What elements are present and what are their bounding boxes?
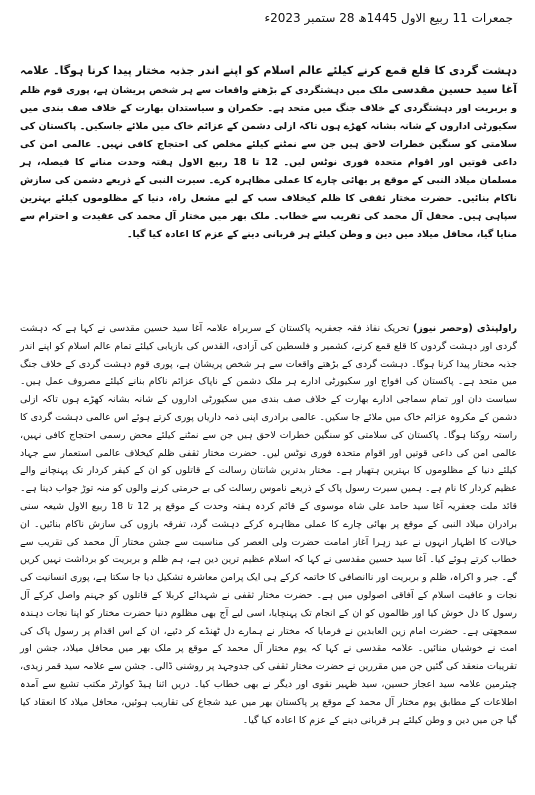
article-body bbox=[20, 320, 517, 729]
article-dateline: راولپنڈی (وحصر نیوز) bbox=[413, 323, 517, 334]
issue-dateline: جمعرات 11 ربیع الاول 1445ھ 28 ستمبر 2023ء bbox=[264, 11, 513, 25]
news-summary bbox=[20, 62, 517, 244]
headline: دہشت گردی کا قلع قمع کرنے کیلئے عالم اسلام کو اپنے اندر جذبہ مختار پیدا کرنا ہوگا۔ علامہ آغا سید حسین مقدسی bbox=[20, 64, 517, 96]
summary-text: ملک میں دہشتگردی کے بڑھتے واقعات سے ہر شخص پریشان ہے، پوری قوم ظلم و بربریت اور دہشتگردی کے خلاف جنگ میں متحد ہے۔ حکمران و سیاستدان بھارت کے خلاف صف بندی میں سکیورٹی اداروں کے شانہ بشانہ کھڑے ہوں تاکہ ازلی دشمن کے عزائم خاک میں ملائے جاسکیں۔ پاکستان کی سلامتی کو سنگین خطرات لاحق ہیں جن سے نمٹنے کیلئے مخلص کی احتجاج کافی نہیں۔ عالمی امن کی داعی قوتیں اور اقوام متحدہ فوری نوٹس لیں۔ 12 تا 18 ربیع الاول ہفتہ وحدت منانے کا فیصلہ، ہر مسلمان میلاد النبی کے موقع پر بھائی چارے کا عملی مظاہرہ کرے۔ سیرت النبی کے ذریعے دشمن کی سازش ناکام بنائیں۔ حضرت مختار ثقفی کا ظلم کیخلاف سب کے لیے مشعل راہ، دنیا کے مظلوموں کیلئے بہترین سپاہی ہیں۔ محفل آل محمد کی تقریب سے خطاب۔ ملک بھر میں مختار آل محمد کی عقیدت و احترام سے منایا گیا، محافل میلاد میں دین و وطن کیلئے ہر قربانی دینے کے عزم کا اعادہ کیا گیا۔ bbox=[20, 85, 518, 240]
article-text: تحریک نفاذ فقہ جعفریہ پاکستان کے سربراہ علامہ آغا سید حسین مقدسی نے کہا ہے کہ دہشت گردی اور دہشت گردوں کا قلع قمع کرنے، کشمیر و فلسطین کی آزادی، القدس کی بازیابی کیلئے تمام عالم اسلام کو اپنے اندر جذبہ مختار پیدا کرنا ہوگا۔ دہشت گردی کے بڑھتے واقعات سے ہر شخص پریشان ہے، پوری قوم دہشت گردی کے خلاف جنگ میں متحد ہے۔ پاکستان کی افواج اور سکیورٹی ادارے ہر ملک دشمن کے ناپاک عزائم ناکام بنانے کیلئے مصروف عمل ہیں۔ سیاست دان اور تمام سماجی ادارے بھارت کے خلاف صف بندی میں سکیورٹی اداروں کے شانہ بشانہ کھڑے ہوں تاکہ ازلی دشمن کے مکروہ عزائم خاک میں ملائے جا سکیں۔ عالمی برادری اپنی ذمہ داریاں پوری کرتے ہوئے اس عالمی دہشت گردی کا راستہ روکنا ہوگا۔ پاکستان کی سلامتی کو سنگین خطرات لاحق ہیں جن سے نمٹنے کیلئے محض رسمی احتجاج کافی نہیں، عالمی امن کی داعی قوتیں اور اقوام متحدہ فوری نوٹس لیں۔ حضرت مختار ثقفی ظلم کیخلاف عالمی استعمار سے جہاد کیلئے دنیا کے مظلوموں کا بہترین ہتھیار ہے۔ مختار بدترین شانتان رسالت کے قاتلوں کو ان کے کیفر کردار تک پہنچانے والے عظیم کردار کا نام ہے۔ ہمیں سیرت رسول پاک کے ذریعے ناموس رسالت کی بے حرمتی کرنے والوں کو منہ توڑ جواب دینا ہے۔ قائد ملت جعفریہ آغا سید حامد علی شاہ موسوی کے قائم کردہ ہفتہ وحدت کے موقع پر 12 تا 18 ربیع الاول شیعہ سنی برادران میلاد النبی کے موقع پر بھائی چارے کا عملی مظاہرہ کرکے دہشت گرد، تفرقہ بازوں کی سازش ناکام بنائیں۔ ان خیالات کا اظہار انہوں نے عید زہرا آغاز امامت حضرت ولی العصر کی مناسبت سے جشن مختار آل محمد کی تقریب سے خطاب کرتے ہوئے کیا۔ آغا سید حسین مقدسی نے کہا کہ اسلام عظیم ترین دین ہے، ہم ظلم و بربریت کو برداشت نہیں کریں گے۔ جبر و اکراہ، ظلم و بربریت اور ناانصافی کا خاتمہ کرکے ہی ایک پرامن معاشرہ تشکیل دیا جا سکتا ہے، پوری انسانیت کی نجات و عافیت اسلام کے آفاقی اصولوں میں ہے۔ حضرت مختار ثقفی نے شہدائے کربلا کے قاتلوں کو جہنم واصل کرکے آل رسول کا دل خوش کیا اور ظالموں کو ان کے انجام تک پہنچایا، اسی لیے آج بھی مظلوم دنیا حضرت مختار کو اپنا نجات دہندہ سمجھتی ہے۔ حضرت امام زین العابدین نے فرمایا کہ مختار نے ہمارے دل ٹھنڈے کر دئیے، ان کے اس اقدام پر رسول پاک کی امت نے خوشیاں منائیں۔ علامہ مقدسی نے کہا کہ یوم مختار آل محمد کے موقع پر ملک بھر میں محافل میلاد، جشن اور تقریبات منعقد کی گئیں جن میں مقررین نے حضرت مختار ثقفی کی جدوجہد پر روشنی ڈالی۔ جشن سے علامہ سید قمر زیدی، چیئرمین علامہ سید اعجاز حسین، سید ظہیر نقوی اور دیگر نے بھی خطاب کیا۔ دریں اثنا ہیڈ کوارٹر مکتب تشیع سے آمدہ اطلاعات کے مطابق یوم مختار آل محمد کے موقع پر پاکستان بھر میں عید شجاع کی تقاریب ہوئیں، محافل میلاد کا انعقاد کیا گیا جن میں دین و وطن کیلئے ہر قربانی دینے کے عزم کا اعادہ کیا گیا۔ bbox=[20, 323, 518, 726]
